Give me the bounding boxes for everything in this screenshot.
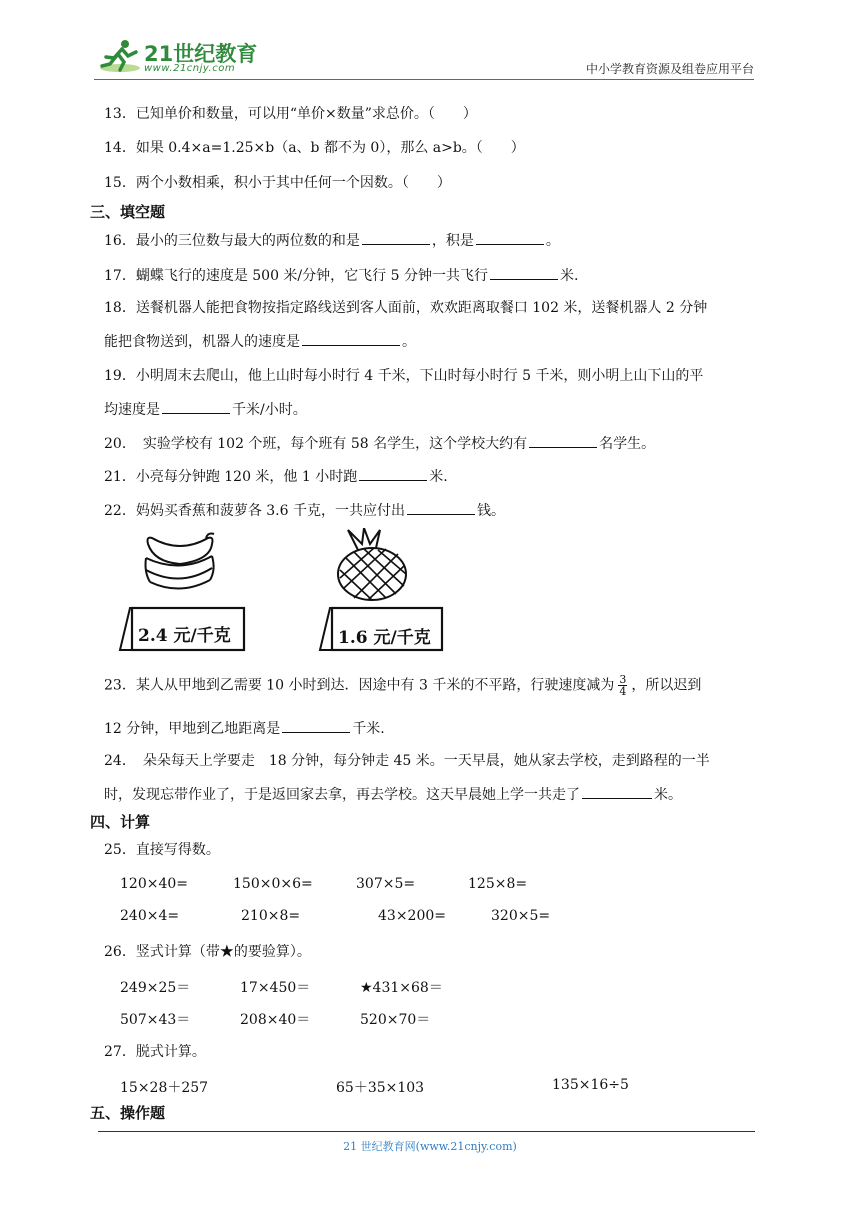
fraction-three-quarters (618, 674, 627, 697)
answer-blank[interactable] (529, 433, 597, 448)
question-20 (104, 433, 655, 454)
runner-logo-icon (98, 38, 142, 74)
calc-item: 125×8= (468, 876, 528, 892)
question-16 (104, 230, 560, 251)
calc-item: 208×40＝ (240, 1012, 311, 1028)
question-19-line1: 19．小明周末去爬山，他上山时每小时行 4 千米，下山时每小时行 5 千米，则小明上山下山的平 (104, 368, 704, 384)
site-logo[interactable] (94, 34, 264, 78)
question-25: 25．直接写得数。 (104, 842, 220, 858)
question-17 (104, 265, 578, 286)
q23-text-c: 12 分钟，甲地到乙地距离是 (104, 721, 281, 737)
q24-text-b: 米。 (654, 787, 682, 803)
question-18-line1: 18．送餐机器人能把食物按指定路线送到客人面前，欢欢距离取餐口 102 米，送餐机器人 2 分钟 (104, 300, 708, 316)
calc-item: 307×5= (356, 876, 416, 892)
q16-text-b: ，积是 (431, 233, 474, 249)
answer-blank[interactable] (490, 265, 558, 280)
page-header (94, 34, 754, 80)
section-fill-blank-title: 三、填空题 (90, 203, 166, 221)
fraction-denominator: 4 (619, 685, 627, 698)
q23-text-d: 千米. (352, 721, 385, 737)
question-26: 26．竖式计算（带★的要验算）。 (104, 944, 311, 960)
question-24-line2 (104, 784, 682, 805)
q16-text-c: 。 (545, 233, 560, 249)
calc-item: 17×450＝ (240, 980, 311, 996)
question-24-line1: 24． 朵朵每天上学要走 18 分钟，每分钟走 45 米。一天早晨，她从家去学校，走到路程的一半 (104, 753, 710, 769)
calc-item: 65＋35×103 (336, 1080, 425, 1096)
answer-blank[interactable] (362, 230, 430, 245)
banana-icon (140, 532, 218, 598)
q21-text-a: 21．小亮每分钟跑 120 米，他 1 小时跑 (104, 469, 358, 485)
q17-text-a: 17．蝴蝶飞行的速度是 500 米/分钟，它飞行 5 分钟一共飞行 (104, 268, 488, 284)
pineapple-price-label: 1.6 元/千克 (338, 628, 431, 648)
q18-text-b: 。 (402, 334, 416, 350)
q24-text-a: 时，发现忘带作业了，于是返回家去拿，再去学校。这天早晨她上学一共走了 (104, 787, 580, 803)
calc-item: 150×0×6= (233, 876, 313, 892)
q23-text-b: ，所以迟到 (631, 677, 702, 694)
footer-divider (98, 1131, 755, 1132)
calc-item: 240×4= (120, 908, 180, 924)
q18-text-a: 能把食物送到，机器人的速度是 (104, 334, 300, 350)
q22-text-b: 钱。 (476, 503, 505, 519)
calc-item: 43×200= (378, 908, 446, 924)
question-13: 13．已知单价和数量，可以用“单价×数量”求总价。（ ） (104, 106, 477, 122)
question-14: 14．如果 0.4×a=1.25×b（a、b 都不为 0），那么 a>b。（ ） (104, 140, 525, 156)
q19-text-a: 均速度是 (104, 402, 160, 418)
calc-item: 520×70＝ (360, 1012, 431, 1028)
calc-item: ★431×68＝ (360, 980, 443, 996)
q20-text-a: 20． 实验学校有 102 个班，每个班有 58 名学生，这个学校大约有 (104, 436, 528, 452)
answer-blank[interactable] (407, 500, 475, 515)
header-divider (94, 79, 754, 80)
calc-item: 507×43＝ (120, 1012, 191, 1028)
question-23-line2 (104, 718, 385, 739)
calc-item: 320×5= (491, 908, 551, 924)
answer-blank[interactable] (302, 331, 400, 346)
q19-text-b: 千米/小时。 (232, 402, 307, 418)
answer-blank[interactable] (476, 230, 544, 245)
footer-link[interactable]: 21 世纪教育网(www.21cnjy.com) (343, 1140, 517, 1153)
question-19-line2 (104, 399, 307, 420)
answer-blank[interactable] (162, 399, 230, 414)
calc-item: 120×40= (120, 876, 188, 892)
question-15: 15．两个小数相乘，积小于其中任何一个因数。（ ） (104, 175, 451, 191)
banana-price-label: 2.4 元/千克 (138, 626, 231, 646)
question-23-line1 (104, 674, 701, 697)
banana-price-sign (118, 604, 246, 652)
question-22 (104, 500, 505, 521)
calc-item: 249×25＝ (120, 980, 191, 996)
question-27: 27．脱式计算。 (104, 1044, 206, 1060)
calc-item: 15×28＋257 (120, 1080, 209, 1096)
q23-text-a: 23．某人从甲地到乙需要 10 小时到达．因途中有 3 千米的不平路，行驶速度减为 (104, 677, 615, 694)
pineapple-price-sign (318, 604, 444, 652)
answer-blank[interactable] (359, 466, 427, 481)
header-platform-name: 中小学教育资源及组卷应用平台 (585, 62, 754, 76)
logo-text: 21世纪教育 (144, 42, 258, 66)
q20-text-b: 名学生。 (599, 436, 656, 452)
calc-item: 135×16÷5 (552, 1077, 629, 1093)
q22-text-a: 22．妈妈买香蕉和菠萝各 3.6 千克，一共应付出 (104, 503, 405, 519)
q17-text-b: 米. (559, 268, 579, 284)
section-operation-title: 五、操作题 (90, 1104, 166, 1122)
logo-url: www.21cnjy.com (144, 63, 236, 74)
fraction-numerator: 3 (619, 673, 627, 686)
question-18-line2 (104, 331, 416, 352)
section-calc-title: 四、计算 (90, 813, 151, 831)
q16-text-a: 16．最小的三位数与最大的两位数的和是 (104, 233, 360, 249)
pineapple-icon (334, 528, 410, 602)
answer-blank[interactable] (582, 784, 652, 799)
question-21 (104, 466, 448, 487)
q21-text-b: 米. (429, 469, 448, 485)
answer-blank[interactable] (282, 718, 350, 733)
calc-item: 210×8= (241, 908, 301, 924)
